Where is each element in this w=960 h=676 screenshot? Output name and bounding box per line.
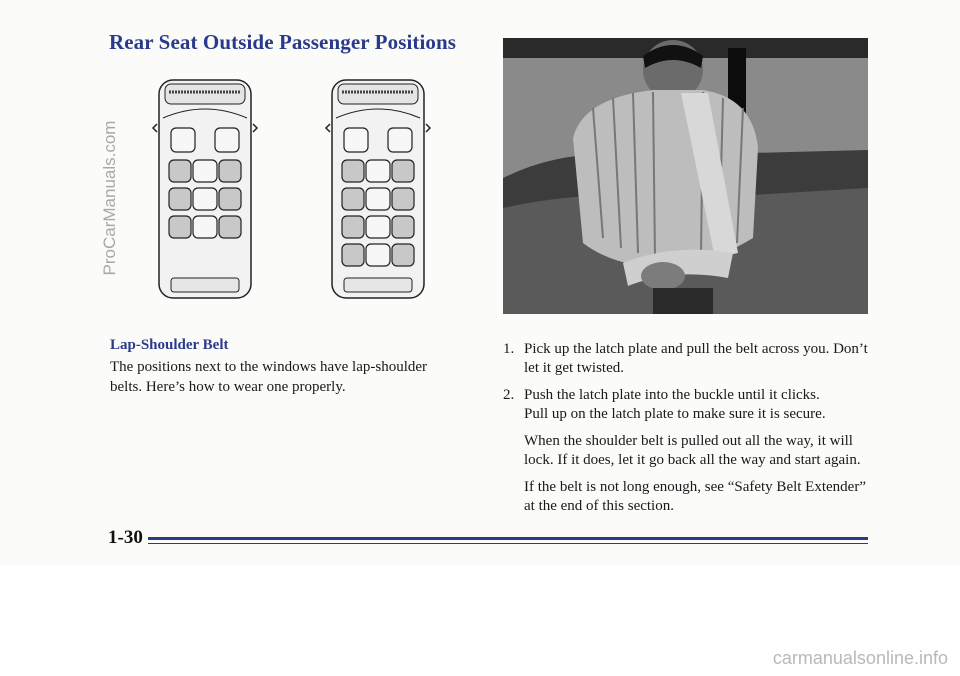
instruction-steps [503,340,873,413]
step-text: Pick up the latch plate and pull the belt across you. Don’t let it get twisted. [524,341,868,376]
passenger-buckling-belt-photo [503,38,868,314]
step-text: Push the latch plate into the buckle until it clicks. [524,387,820,403]
page-title: Rear Seat Outside Passenger Positions [109,30,457,54]
side-watermark: ProCarManuals.com [100,120,119,276]
page-number: 1-30 [108,527,143,548]
step-item [503,386,873,405]
step-number: 1. [503,341,515,357]
footer-rule [148,537,868,540]
step-number: 2. [503,387,515,403]
note-secure: Pull up on the latch plate to make sure it is secure. [524,406,826,422]
van-seat-diagram-right-icon [322,78,434,300]
van-seat-diagram-left-icon [149,78,261,300]
section-intro: The positions next to the windows have lap-shoulder belts. Here’s how to wear one properly. [110,359,428,395]
note-lock: When the shoulder belt is pulled out all the way, it will lock. If it does, let it go back all the way and start again. [524,433,861,468]
bottom-watermark: carmanualsonline.info [772,648,948,668]
step-item [503,340,873,378]
note-extender: If the belt is not long enough, see “Safety Belt Extender” at the end of this section. [524,479,866,514]
section-heading: Lap-Shoulder Belt [110,337,229,353]
footer-rule-thin [148,543,868,544]
